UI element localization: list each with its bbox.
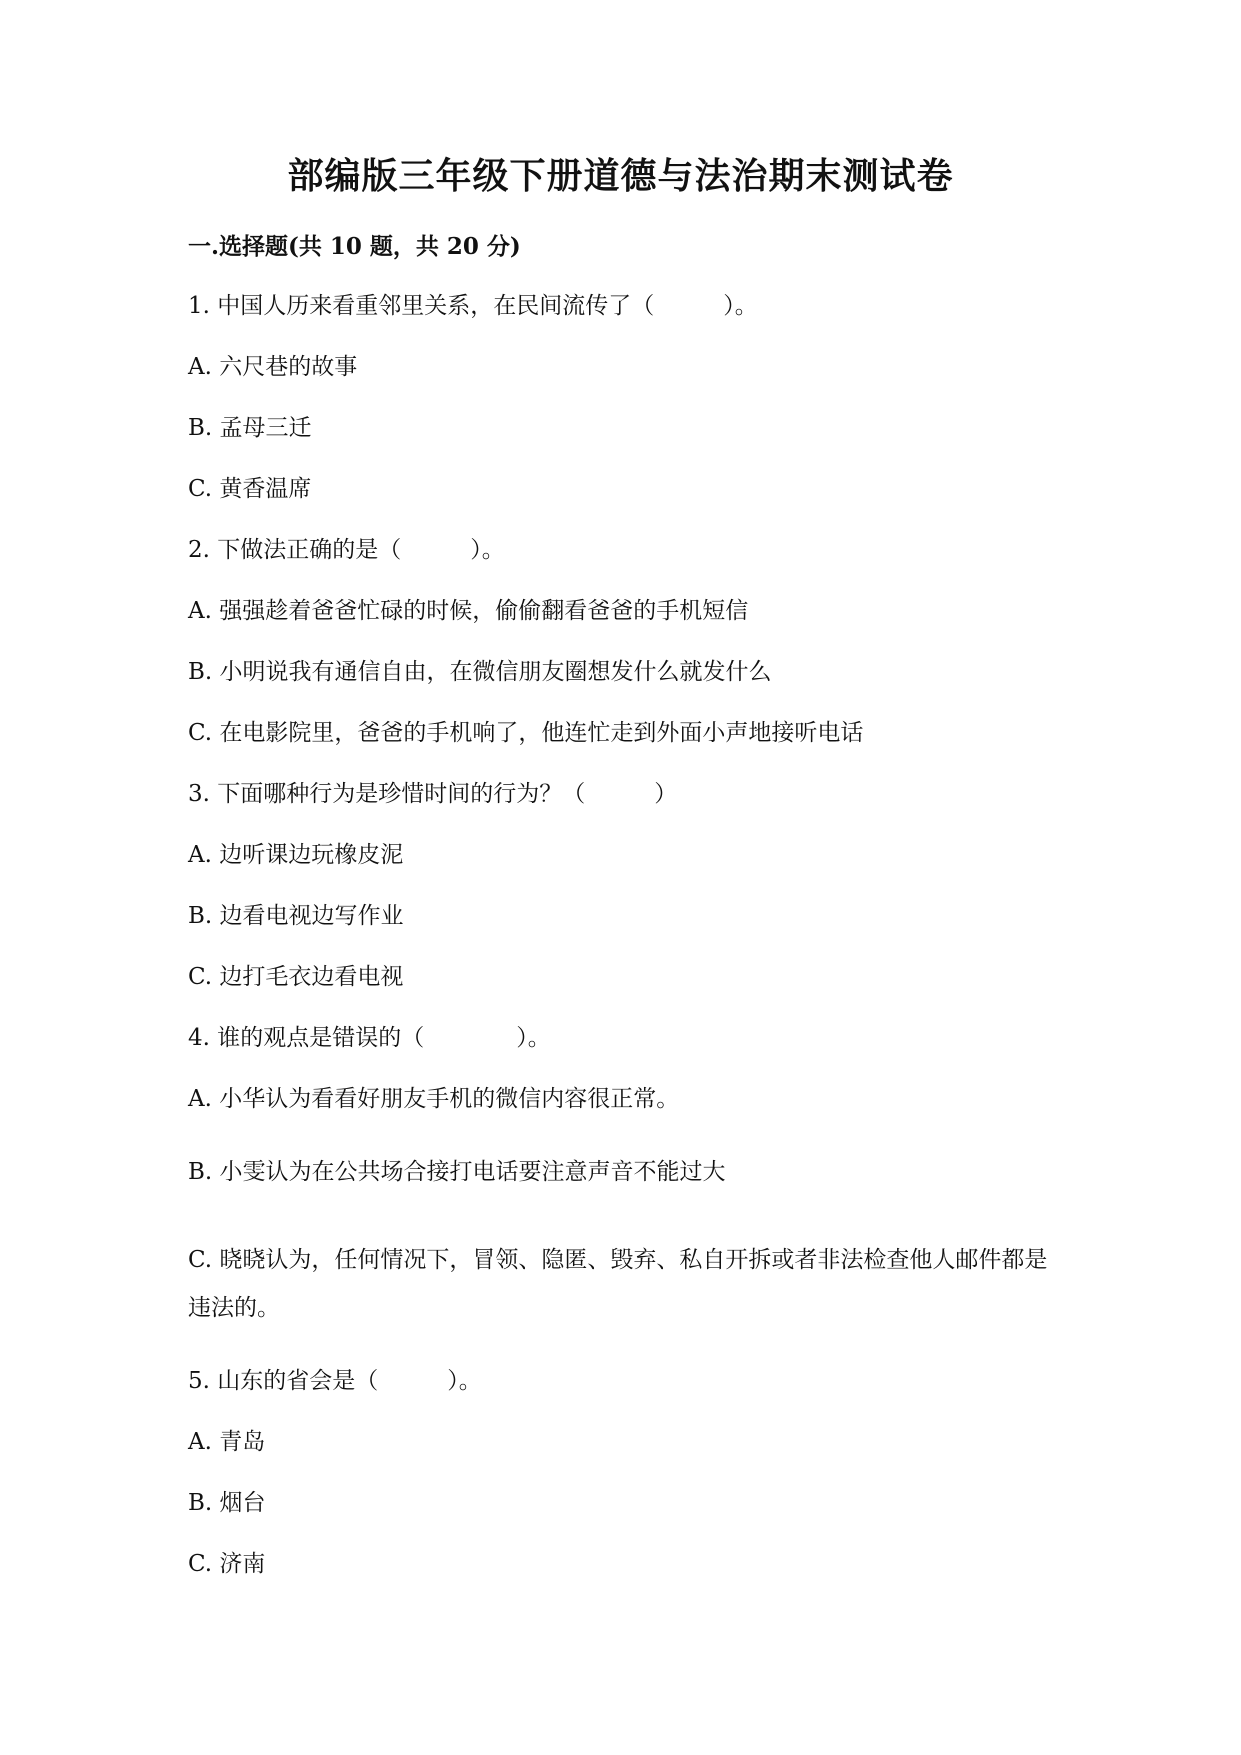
question-1-option-c: C. 黄香温席 bbox=[188, 476, 312, 502]
question-3-option-c: C. 边打毛衣边看电视 bbox=[188, 964, 404, 990]
question-5-option-a: A. 青岛 bbox=[188, 1429, 266, 1455]
question-2-option-a: A. 强强趁着爸爸忙碌的时候，偷偷翻看爸爸的手机短信 bbox=[188, 598, 749, 624]
question-3-option-a: A. 边听课边玩橡皮泥 bbox=[188, 842, 404, 868]
question-3-option-b: B. 边看电视边写作业 bbox=[188, 903, 404, 929]
question-1-stem: 1. 中国人历来看重邻里关系，在民间流传了（ ）。 bbox=[188, 293, 758, 319]
question-2-option-c: C. 在电影院里，爸爸的手机响了，他连忙走到外面小声地接听电话 bbox=[188, 720, 864, 746]
question-5-option-c: C. 济南 bbox=[188, 1551, 266, 1577]
question-1-option-a: A. 六尺巷的故事 bbox=[188, 354, 358, 380]
question-4-option-c: C. 晓晓认为，任何情况下，冒领、隐匿、毁弃、私自开拆或者非法检查他人邮件都是违法的。 bbox=[188, 1247, 1048, 1321]
question-2-option-b: B. 小明说我有通信自由，在微信朋友圈想发什么就发什么 bbox=[188, 659, 772, 685]
question-4-option-a: A. 小华认为看看好朋友手机的微信内容很正常。 bbox=[188, 1086, 680, 1112]
section-heading: 一.选择题(共 10 题，共 20 分) bbox=[188, 233, 521, 260]
question-5-option-b: B. 烟台 bbox=[188, 1490, 266, 1516]
question-4-stem: 4. 谁的观点是错误的（ ）。 bbox=[188, 1025, 551, 1051]
question-3-stem: 3. 下面哪种行为是珍惜时间的行为？（ ） bbox=[188, 781, 678, 807]
page-title: 部编版三年级下册道德与法治期末测试卷 bbox=[287, 155, 954, 197]
question-1-option-b: B. 孟母三迁 bbox=[188, 415, 312, 441]
question-4-option-b: B. 小雯认为在公共场合接打电话要注意声音不能过大 bbox=[188, 1159, 726, 1185]
question-2-stem: 2. 下做法正确的是（ ）。 bbox=[188, 537, 505, 563]
question-5-stem: 5. 山东的省会是（ ）。 bbox=[188, 1368, 482, 1394]
